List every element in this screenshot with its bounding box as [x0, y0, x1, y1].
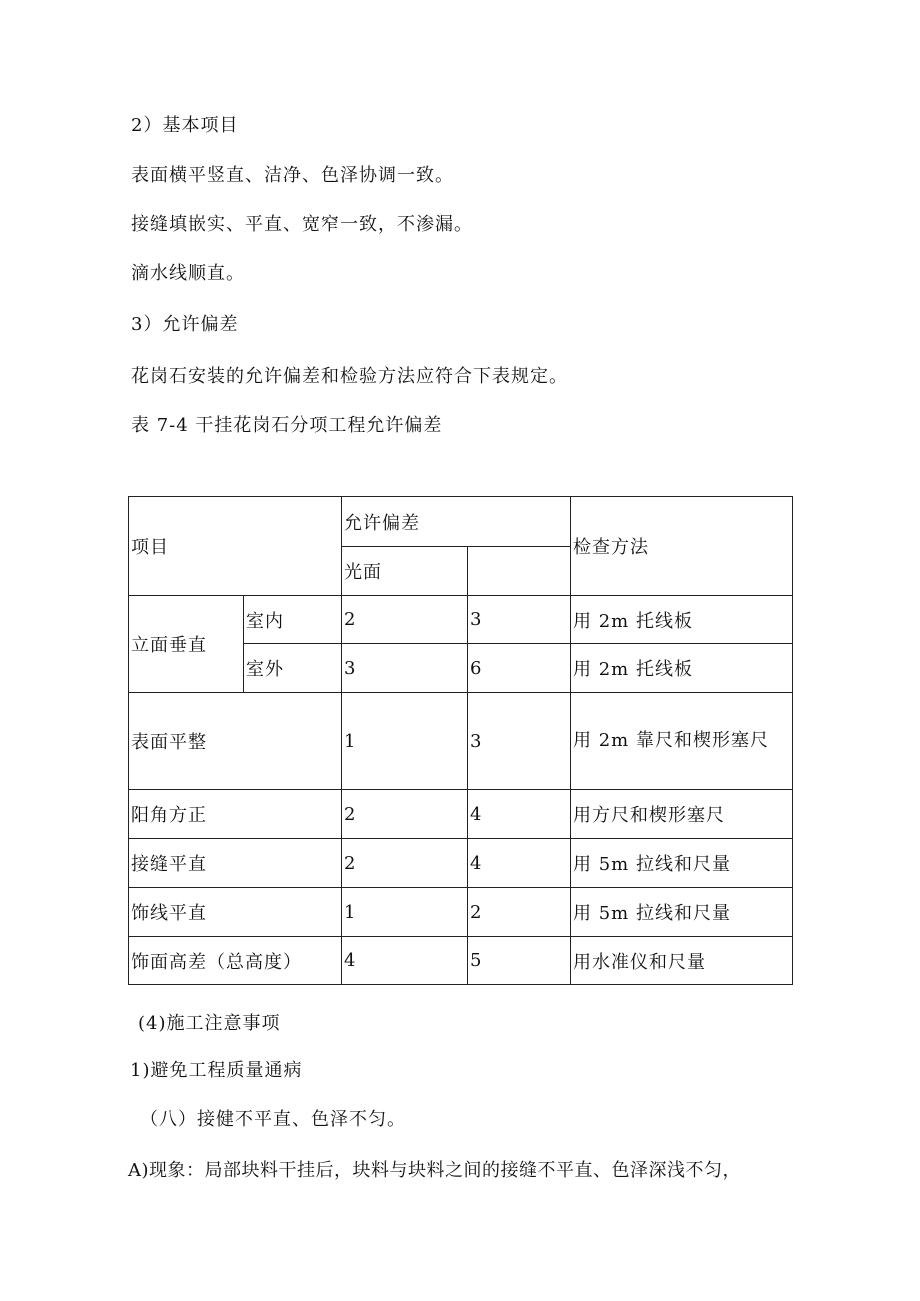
row-method: 用 5m 拉线和尺量 [571, 839, 793, 888]
paragraph-intro: 花岗石安装的允许偏差和检验方法应符合下表规定。 [131, 366, 568, 387]
row-item: 饰面高差（总高度） [129, 937, 342, 985]
row-method: 用水准仪和尺量 [571, 937, 793, 985]
row-value-a: 2 [342, 596, 468, 644]
heading-basic-items: 2）基本项目 [131, 115, 239, 136]
heading-joint-defect: （八）接健不平直、色泽不匀。 [140, 1109, 406, 1130]
deviation-table [128, 496, 793, 985]
row-value-b: 4 [468, 839, 571, 888]
row-value-b: 5 [468, 937, 571, 985]
row-value-b: 4 [468, 790, 571, 839]
row-item: 接缝平直 [129, 839, 342, 888]
row-value-a: 2 [342, 839, 468, 888]
header-method: 检查方法 [571, 497, 793, 596]
row-value-a: 1 [342, 888, 468, 937]
row-value-a: 4 [342, 937, 468, 985]
row-method: 用 5m 拉线和尺量 [571, 888, 793, 937]
heading-avoid-defects: 1)避免工程质量通病 [130, 1060, 303, 1081]
row-value-a: 3 [342, 644, 468, 693]
facade-group-label: 立面垂直 [129, 596, 244, 693]
row-method: 用 2m 托线板 [571, 596, 793, 644]
table-row [129, 596, 793, 644]
heading-allowed-deviation: 3）允许偏差 [131, 314, 239, 335]
row-method: 用 2m 靠尺和楔形塞尺 [571, 693, 793, 790]
row-method: 用方尺和楔形塞尺 [571, 790, 793, 839]
header-blank [468, 547, 571, 596]
paragraph-surface: 表面横平竖直、洁净、色泽协调一致。 [131, 165, 454, 186]
table-header-row [129, 497, 793, 547]
heading-construction-notes: (4)施工注意事项 [138, 1013, 281, 1034]
row-item: 阳角方正 [129, 790, 342, 839]
table-row [129, 790, 793, 839]
header-item: 项目 [129, 497, 342, 596]
row-value-b: 3 [468, 596, 571, 644]
row-method: 用 2m 托线板 [571, 644, 793, 693]
row-value-a: 1 [342, 693, 468, 790]
row-value-b: 6 [468, 644, 571, 693]
row-value-b: 3 [468, 693, 571, 790]
table-row [129, 693, 793, 790]
row-item: 表面平整 [129, 693, 342, 790]
row-value-b: 2 [468, 888, 571, 937]
row-sub-label: 室内 [244, 596, 342, 644]
table-caption: 表 7-4 干挂花岗石分项工程允许偏差 [131, 415, 443, 436]
paragraph-phenomenon: A)现象：局部块料干挂后，块料与块料之间的接缝不平直、色泽深浅不匀， [128, 1160, 742, 1181]
table-row [129, 937, 793, 985]
row-item: 饰线平直 [129, 888, 342, 937]
table-row [129, 888, 793, 937]
row-value-a: 2 [342, 790, 468, 839]
row-sub-label: 室外 [244, 644, 342, 693]
header-polished: 光面 [342, 547, 468, 596]
paragraph-joints: 接缝填嵌实、平直、宽窄一致，不渗漏。 [131, 214, 473, 235]
paragraph-drip-line: 滴水线顺直。 [131, 263, 245, 284]
header-allowed-deviation: 允许偏差 [342, 497, 571, 547]
table-row [129, 839, 793, 888]
